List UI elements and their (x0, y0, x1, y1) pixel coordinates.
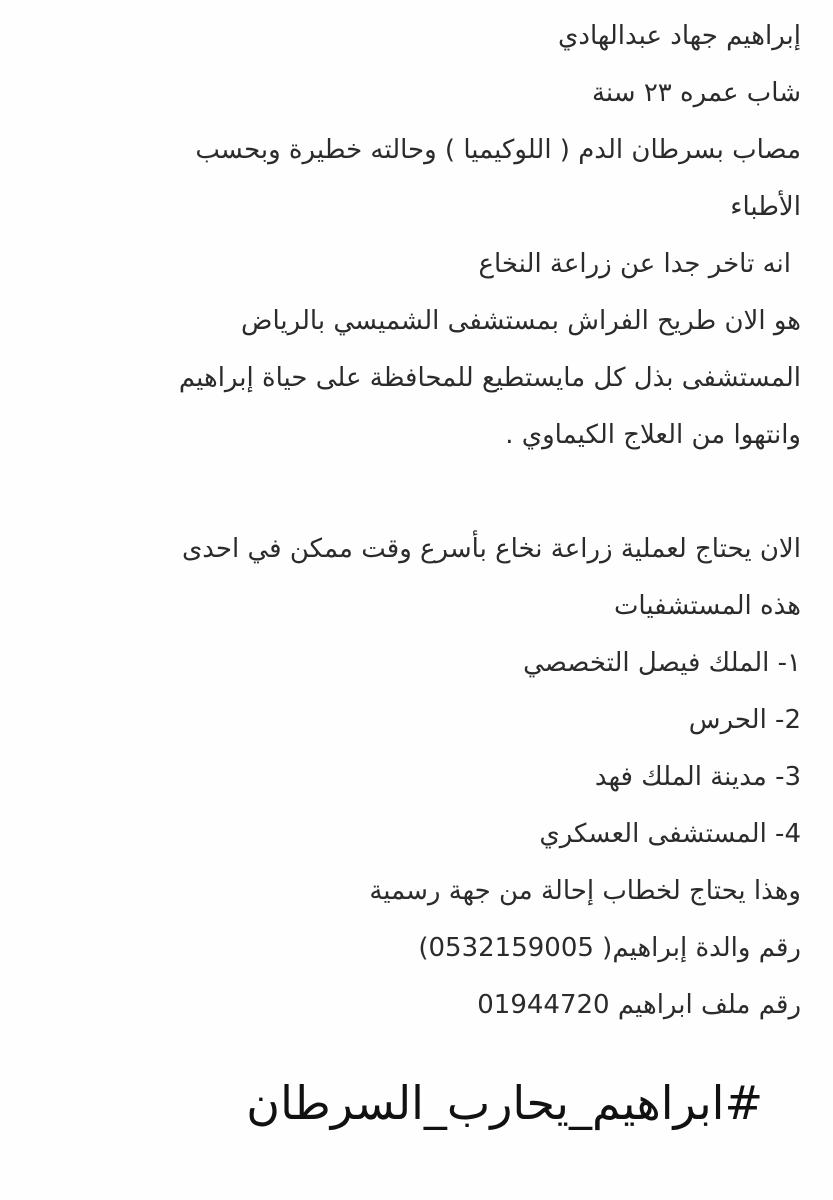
hospital-effort-line: المستشفى بذل كل مايستطيع للمحافظة على حياة إبراهيم (178, 363, 801, 393)
paragraph-spacer (41, 464, 801, 521)
referral-letter-line: وهذا يحتاج لخطاب إحالة من جهة رسمية (369, 876, 801, 906)
hospitals-intro-line: هذه المستشفيات (613, 591, 801, 621)
hospital-list-item: 2- الحرس (688, 705, 801, 735)
chemotherapy-line: وانتهوا من العلاج الكيماوي . (505, 420, 801, 450)
patient-age: شاب عمره ٢٣ سنة (591, 78, 801, 108)
hospital-list-item: 3- مدينة الملك فهد (594, 762, 801, 792)
transplant-delay-line: انه تاخر جدا عن زراعة النخاع (478, 249, 791, 279)
file-number-line: رقم ملف ابراهيم 01944720 (477, 990, 801, 1020)
hospital-list-item: 4- المستشفى العسكري (539, 819, 801, 849)
diagnosis-line: مصاب بسرطان الدم ( اللوكيميا ) وحالته خطيرة وبحسب (195, 135, 801, 165)
patient-name: إبراهيم جهاد عبدالهادي (558, 21, 801, 51)
mother-phone-line: رقم والدة إبراهيم( 0532159005) (418, 933, 801, 963)
hospital-status-line: هو الان طريح الفراش بمستشفى الشميسي بالرياض (241, 306, 801, 336)
hospital-list-item: ١- الملك فيصل التخصصي (523, 648, 801, 678)
campaign-hashtag: #ابراهيم_يحارب_السرطان (246, 1076, 763, 1130)
diagnosis-line-continued: الأطباء (730, 192, 801, 222)
note-text (41, 8, 801, 1034)
transplant-need-line: الان يحتاج لعملية زراعة نخاع بأسرع وقت ممكن في احدى (181, 534, 801, 564)
